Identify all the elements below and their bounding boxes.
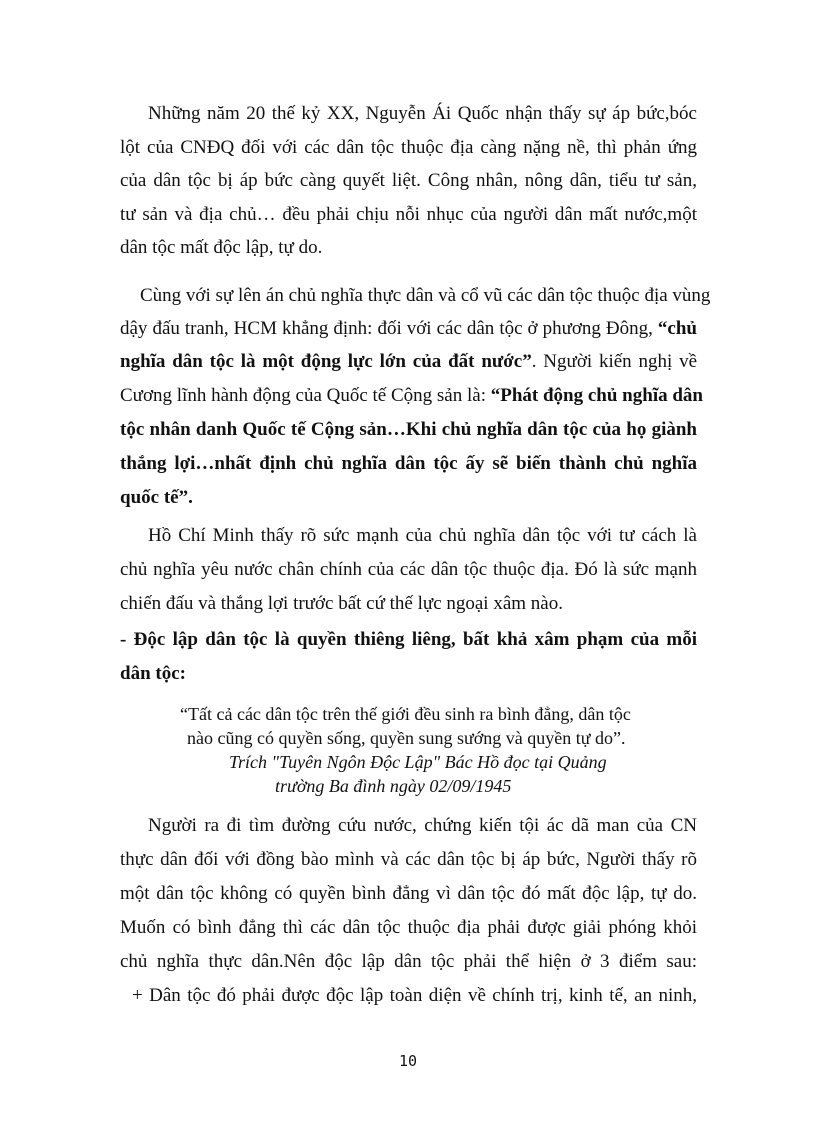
paragraph-4-line xyxy=(120,877,697,911)
section-heading-line xyxy=(120,623,697,657)
text: Những năm 20 thế kỷ XX, Nguyễn Ái Quốc nhận thấy sự áp bức,bóc xyxy=(148,103,697,124)
bold-text: “chủ xyxy=(657,318,697,339)
paragraph-4-line xyxy=(120,945,697,979)
bold-text: dân tộc: xyxy=(120,663,186,684)
paragraph-4-line xyxy=(120,809,697,843)
bold-text: thắng lợi…nhất định chủ nghĩa dân tộc ấy sẽ biến thành chủ nghĩa xyxy=(120,453,697,474)
paragraph-2-line xyxy=(120,345,697,379)
quote-line: “Tất cả các dân tộc trên thế giới đều sinh ra bình đẳng, dân tộc xyxy=(180,704,631,724)
paragraph-4-line xyxy=(120,843,697,877)
paragraph-4-line xyxy=(120,979,697,1013)
section-heading-line xyxy=(120,657,697,691)
paragraph-1-line xyxy=(120,131,697,165)
paragraph-1-line xyxy=(120,164,697,198)
text: tư sản và địa chủ… đều phải chịu nỗi nhục của người dân mất nước,một xyxy=(120,204,697,225)
paragraph-2-line xyxy=(120,413,697,447)
paragraph-2-line xyxy=(120,447,697,481)
paragraph-2-line xyxy=(120,312,697,346)
text: chủ nghĩa thực dân.Nên độc lập dân tộc phải thể hiện ở 3 điểm sau: xyxy=(120,951,697,972)
text: chủ nghĩa yêu nước chân chính của các dân tộc thuộc địa. Đó là sức mạnh xyxy=(120,559,697,580)
text: Người ra đi tìm đường cứu nước, chứng kiến tội ác dã man của CN xyxy=(148,815,697,836)
bold-text: - Độc lập dân tộc là quyền thiêng liêng, bất khả xâm phạm của mỗi xyxy=(120,629,697,650)
text: Cùng với sự lên án chủ nghĩa thực dân và cổ vũ các dân tộc thuộc địa vùng xyxy=(140,285,711,306)
paragraph-4-line xyxy=(120,911,697,945)
text: chiến đấu và thắng lợi trước bất cứ thế lực ngoại xâm nào. xyxy=(120,593,563,614)
paragraph-3-line xyxy=(120,553,697,587)
page-number: 10 xyxy=(398,1052,418,1070)
paragraph-1-line xyxy=(120,231,697,265)
quote-source: trường Ba đình ngày 02/09/1945 xyxy=(275,776,512,796)
paragraph-2-line xyxy=(120,481,697,515)
paragraph-2-line xyxy=(120,279,711,313)
bold-text: “Phát động chủ nghĩa dân xyxy=(490,385,703,406)
text: Hồ Chí Minh thấy rõ sức mạnh của chủ nghĩa dân tộc với tư cách là xyxy=(148,525,697,546)
text: một dân tộc không có quyền bình đẳng vì dân tộc đó mất độc lập, tự do. xyxy=(120,883,697,904)
quote-source: Trích "Tuyên Ngôn Độc Lập" Bác Hồ đọc tại Quảng xyxy=(229,752,607,772)
paragraph-3-line xyxy=(120,587,697,621)
bold-text: quốc tế”. xyxy=(120,487,193,508)
text: Muốn có bình đẳng thì các dân tộc thuộc địa phải được giải phóng khỏi xyxy=(120,917,697,938)
paragraph-3-line xyxy=(120,519,697,553)
text: dậy đấu tranh, HCM khẳng định: đối với các dân tộc ở phương Đông, xyxy=(120,318,658,339)
quote-line: nào cũng có quyền sống, quyền sung sướng và quyền tự do”. xyxy=(187,728,626,748)
text: dân tộc mất độc lập, tự do. xyxy=(120,237,323,258)
paragraph-1-line xyxy=(120,198,697,232)
bold-text: nghĩa dân tộc là một động lực lớn của đất nước” xyxy=(120,351,532,372)
text: + Dân tộc đó phải được độc lập toàn diện về chính trị, kinh tế, an ninh, xyxy=(132,985,697,1006)
text: Cương lĩnh hành động của Quốc tế Cộng sản là: xyxy=(120,385,491,406)
text: thực dân đối với đồng bào mình và các dân tộc bị áp bức, Người thấy rõ xyxy=(120,849,697,870)
paragraph-2-line xyxy=(120,379,703,413)
paragraph-1-line xyxy=(120,97,697,131)
text: lột của CNĐQ đối với các dân tộc thuộc địa càng nặng nề, thì phản ứng xyxy=(120,137,697,158)
text: của dân tộc bị áp bức càng quyết liệt. Công nhân, nông dân, tiểu tư sản, xyxy=(120,170,697,191)
bold-text: tộc nhân danh Quốc tế Cộng sản…Khi chủ nghĩa dân tộc của họ giành xyxy=(120,419,697,440)
text: . Người kiến nghị về xyxy=(531,351,697,372)
